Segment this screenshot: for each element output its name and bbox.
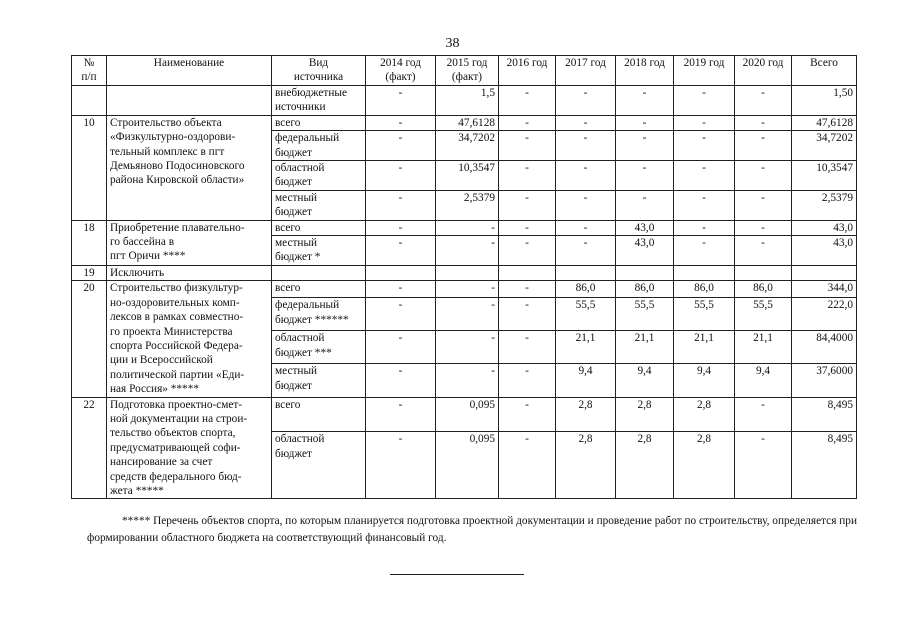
funding-source: областной бюджет — [272, 432, 366, 499]
header-2014: 2014 год (факт) — [366, 56, 436, 86]
year-value: - — [556, 236, 616, 266]
year-value: - — [616, 115, 674, 130]
year-value: - — [499, 281, 556, 298]
year-value: 86,0 — [735, 281, 792, 298]
year-value: - — [499, 161, 556, 191]
year-value: 21,1 — [674, 331, 735, 364]
header-name: Наименование — [107, 56, 272, 86]
year-value: 1,5 — [436, 86, 499, 116]
year-value: 0,095 — [436, 397, 499, 432]
total-value: 84,4000 — [792, 331, 857, 364]
year-value: 9,4 — [616, 364, 674, 397]
total-value: 222,0 — [792, 298, 857, 331]
total-value: 1,50 — [792, 86, 857, 116]
empty-cell — [556, 265, 616, 280]
year-value: - — [436, 331, 499, 364]
year-value: - — [735, 190, 792, 220]
year-value: - — [499, 432, 556, 499]
year-value: - — [366, 397, 436, 432]
header-2018: 2018 год — [616, 56, 674, 86]
year-value: - — [735, 236, 792, 266]
empty-cell — [735, 265, 792, 280]
total-value: 37,6000 — [792, 364, 857, 397]
year-value: - — [616, 161, 674, 191]
year-value: - — [366, 161, 436, 191]
year-value: - — [499, 298, 556, 331]
year-value: 21,1 — [616, 331, 674, 364]
item-name: Подготовка проектно-смет- ной документации на строи- тельство объектов спорта, предусматривающей софи- нансирование за счет средств федерального бюд- жета ***** — [107, 397, 272, 499]
funding-source: федеральный бюджет ****** — [272, 298, 366, 331]
year-value: - — [556, 131, 616, 161]
year-value: - — [556, 115, 616, 130]
row-number: 19 — [72, 265, 107, 280]
table-row — [72, 115, 857, 130]
year-value: - — [499, 190, 556, 220]
funding-source: всего — [272, 397, 366, 432]
row-number: 20 — [72, 281, 107, 397]
total-value: 10,3547 — [792, 161, 857, 191]
year-value: - — [436, 364, 499, 397]
empty-cell — [366, 265, 436, 280]
year-value: - — [366, 281, 436, 298]
total-value: 344,0 — [792, 281, 857, 298]
total-value: 2,5379 — [792, 190, 857, 220]
year-value: 43,0 — [616, 220, 674, 235]
year-value: - — [499, 236, 556, 266]
header-2016: 2016 год — [499, 56, 556, 86]
total-value: 43,0 — [792, 236, 857, 266]
year-value: - — [735, 115, 792, 130]
year-value: - — [366, 236, 436, 266]
year-value: 55,5 — [556, 298, 616, 331]
table-row — [72, 397, 857, 432]
total-value: 43,0 — [792, 220, 857, 235]
page-number: 38 — [445, 36, 460, 51]
footnote-rule — [390, 574, 524, 575]
year-value: - — [499, 86, 556, 116]
year-value: - — [436, 236, 499, 266]
funding-source: областной бюджет — [272, 161, 366, 191]
year-value: - — [366, 364, 436, 397]
year-value: 9,4 — [735, 364, 792, 397]
header-source: Вид источника — [272, 56, 366, 86]
year-value: 86,0 — [674, 281, 735, 298]
year-value: - — [366, 115, 436, 130]
year-value: - — [366, 298, 436, 331]
empty-cell — [616, 265, 674, 280]
funding-source: местный бюджет — [272, 190, 366, 220]
funding-source: областной бюджет *** — [272, 331, 366, 364]
year-value: 21,1 — [735, 331, 792, 364]
header-total: Всего — [792, 56, 857, 86]
year-value: 9,4 — [556, 364, 616, 397]
year-value: 2,8 — [616, 432, 674, 499]
year-value: - — [556, 86, 616, 116]
item-name: Исключить — [107, 265, 272, 280]
header-2019: 2019 год — [674, 56, 735, 86]
year-value: - — [366, 190, 436, 220]
year-value: - — [366, 331, 436, 364]
year-value: 55,5 — [616, 298, 674, 331]
year-value: 43,0 — [616, 236, 674, 266]
year-value: - — [556, 190, 616, 220]
item-name: Приобретение плавательно- го бассейна в пгт Оричи **** — [107, 220, 272, 265]
year-value: 2,8 — [556, 397, 616, 432]
table-row — [72, 220, 857, 235]
total-value: 47,6128 — [792, 115, 857, 130]
row-number: 18 — [72, 220, 107, 265]
table-header-row — [72, 56, 857, 86]
funding-source: местный бюджет * — [272, 236, 366, 266]
year-value: - — [616, 131, 674, 161]
year-value: 2,8 — [616, 397, 674, 432]
year-value: 55,5 — [674, 298, 735, 331]
year-value: - — [674, 86, 735, 116]
year-value: - — [674, 236, 735, 266]
empty-cell — [792, 265, 857, 280]
item-name: Строительство объекта «Физкультурно-оздорови- тельный комплекс в пгт Демьяново Подосиновского района Кировской области» — [107, 115, 272, 220]
year-value: - — [735, 432, 792, 499]
year-value: - — [499, 364, 556, 397]
year-value: - — [674, 131, 735, 161]
empty-cell — [674, 265, 735, 280]
header-2017: 2017 год — [556, 56, 616, 86]
year-value: 2,8 — [556, 432, 616, 499]
item-name: Строительство физкультур- но-оздоровительных комп- лексов в рамках совместно- го проекта Министерства спорта Российской Федера- ции и Всероссийской политической партии «Еди- ная Россия» ***** — [107, 281, 272, 397]
header-2020: 2020 год — [735, 56, 792, 86]
total-value: 34,7202 — [792, 131, 857, 161]
funding-source: местный бюджет — [272, 364, 366, 397]
item-name — [107, 86, 272, 116]
funding-source: всего — [272, 281, 366, 298]
row-number: 10 — [72, 115, 107, 220]
year-value: 21,1 — [556, 331, 616, 364]
year-value: 2,8 — [674, 397, 735, 432]
year-value: - — [366, 220, 436, 235]
year-value: - — [366, 131, 436, 161]
year-value: - — [436, 220, 499, 235]
year-value: 55,5 — [735, 298, 792, 331]
table-row — [72, 265, 857, 280]
year-value: - — [499, 331, 556, 364]
year-value: 0,095 — [436, 432, 499, 499]
table-row — [72, 281, 857, 298]
year-value: - — [366, 432, 436, 499]
year-value: - — [735, 220, 792, 235]
empty-cell — [499, 265, 556, 280]
year-value: 86,0 — [616, 281, 674, 298]
footnote: ***** Перечень объектов спорта, по которым планируется подготовка проектной документации и проведение работ по строительству, определяется при формировании областного бюджета на соответствующий финансовый год. — [87, 515, 857, 544]
year-value: 2,5379 — [436, 190, 499, 220]
year-value: - — [499, 397, 556, 432]
year-value: - — [556, 220, 616, 235]
year-value: - — [499, 220, 556, 235]
empty-cell — [436, 265, 499, 280]
year-value: - — [436, 281, 499, 298]
funding-source: федеральный бюджет — [272, 131, 366, 161]
year-value: - — [735, 86, 792, 116]
year-value: - — [735, 397, 792, 432]
funding-source: внебюджетные источники — [272, 86, 366, 116]
table-row — [72, 86, 857, 116]
year-value: - — [674, 190, 735, 220]
year-value: - — [436, 298, 499, 331]
year-value: - — [616, 86, 674, 116]
year-value: - — [735, 131, 792, 161]
year-value: 10,3547 — [436, 161, 499, 191]
total-value: 8,495 — [792, 397, 857, 432]
total-value: 8,495 — [792, 432, 857, 499]
year-value: - — [499, 131, 556, 161]
funding-source: всего — [272, 115, 366, 130]
year-value: 9,4 — [674, 364, 735, 397]
year-value: 34,7202 — [436, 131, 499, 161]
year-value: 2,8 — [674, 432, 735, 499]
budget-table — [71, 55, 857, 499]
year-value: - — [674, 220, 735, 235]
funding-source: всего — [272, 220, 366, 235]
year-value: - — [366, 86, 436, 116]
year-value: 47,6128 — [436, 115, 499, 130]
year-value: - — [556, 161, 616, 191]
empty-cell — [272, 265, 366, 280]
year-value: 86,0 — [556, 281, 616, 298]
year-value: - — [499, 115, 556, 130]
year-value: - — [735, 161, 792, 191]
header-num: № п/п — [72, 56, 107, 86]
year-value: - — [616, 190, 674, 220]
year-value: - — [674, 115, 735, 130]
row-number — [72, 86, 107, 116]
row-number: 22 — [72, 397, 107, 499]
header-2015: 2015 год (факт) — [436, 56, 499, 86]
year-value: - — [674, 161, 735, 191]
